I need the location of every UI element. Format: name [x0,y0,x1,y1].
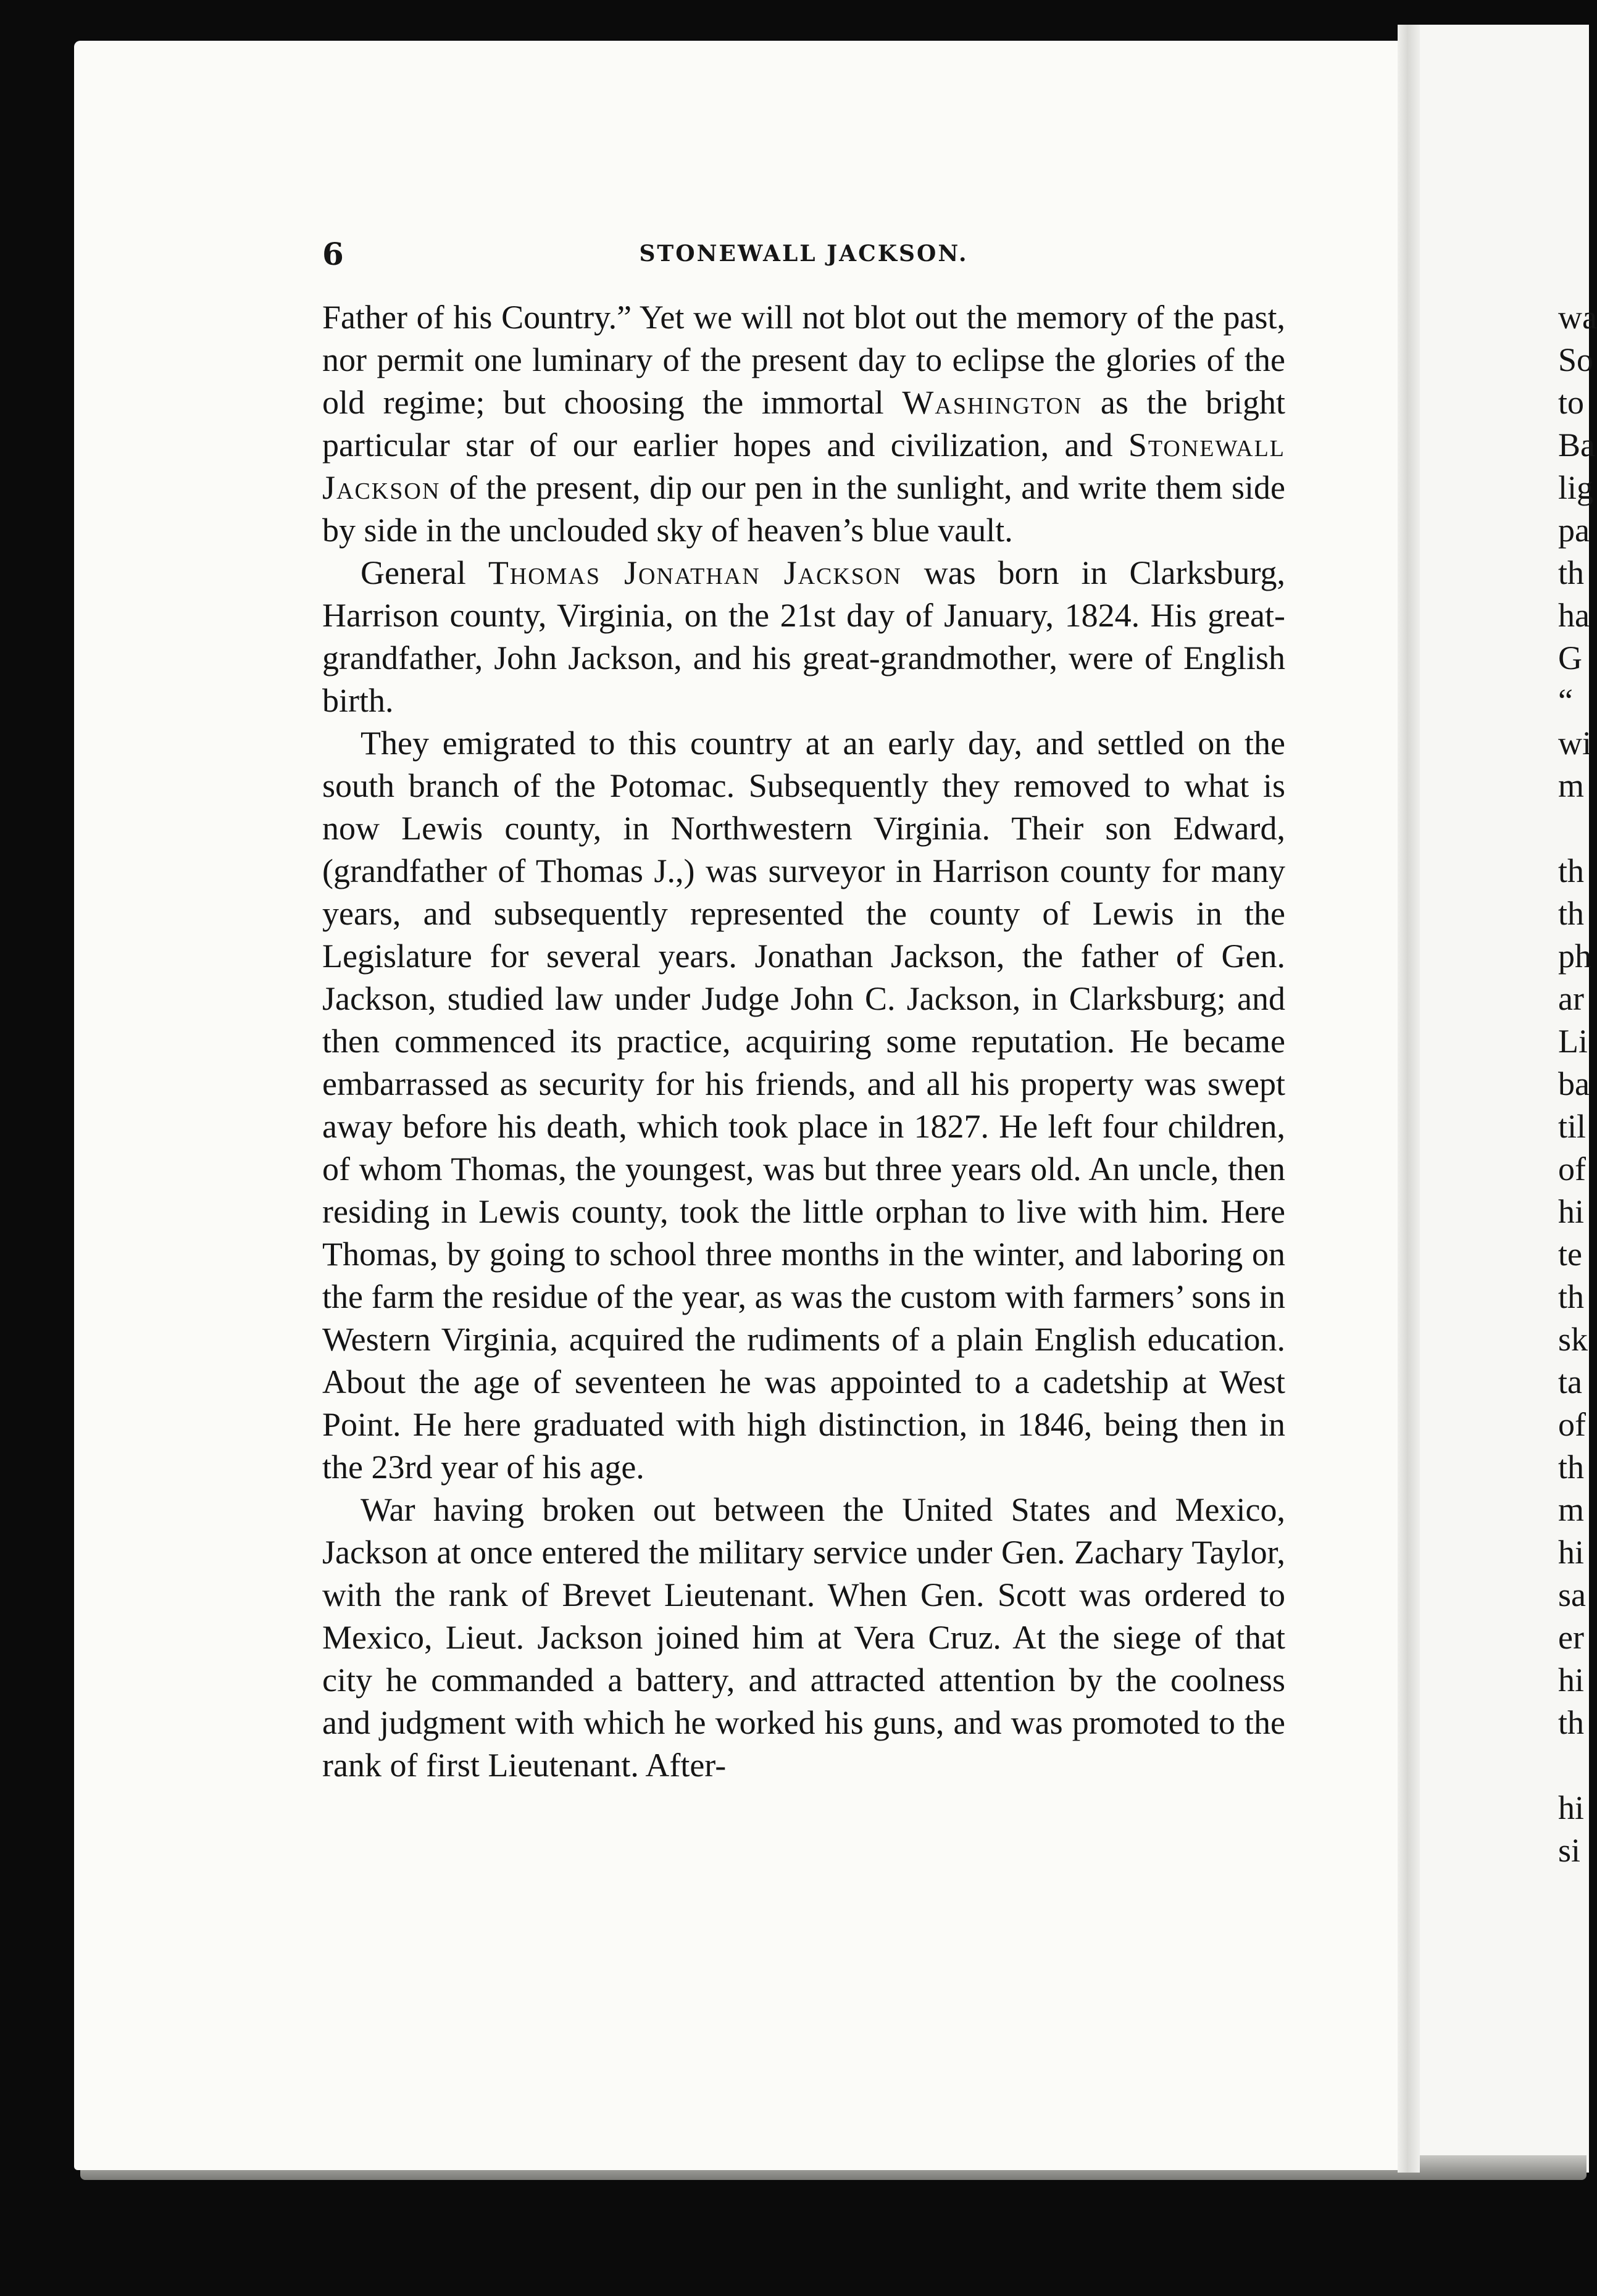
fragment-line: pa [1558,512,1590,549]
fragment-line: si [1558,1832,1581,1869]
running-title: STONEWALL JACKSON. [639,241,969,267]
fragment-gap [1558,1744,1595,1787]
fragment-line: sk [1558,1321,1588,1358]
fragment-line: m [1558,767,1585,804]
fragment-line: wa [1558,299,1597,336]
fragment-line: hi [1558,1193,1585,1230]
paragraph-3: They emigrated to this country at an early day, and settled on the south branch of the Potomac. Subsequently they removed to what is now Lewis county, in Northwestern Virginia. Their son Edward, (grandfather of Thomas J.,) was surveyor in Harrison county for many years, and subsequently represented the county of Lewis in the Legislature for several years. Jonathan Jackson, the father of Gen. Jackson, studied law under Judge John C. Jackson, in Clarksburg; and then commenced its practice, acquiring some reputation. He became embarrassed as security for his friends, and all his property was swept away before his death, which took place in 1827. He left four children, of whom Thomas, the youngest, was but three years old. An uncle, then residing in Lewis county, took the little orphan to live with him. Here Thomas, by going to school three months in the winter, and laboring on the farm the residue of the year, as was the custom with farmers’ sons in Western Virginia, acquired the rudiments of a plain English education. About the age of seventeen he was appointed to a cadetship at West Point. He here graduated with high distinction, in 1846, being then in the 23rd year of his age. [322,725,1285,1486]
fragment-line: hi [1558,1789,1585,1826]
small-caps-name: Thomas Jonathan Jackson [488,554,902,591]
paragraph-1-text-a: Father of his Country.” Yet we will not blot out the memory of the past, nor permit one luminary of the present day to eclipse the glories of the old regime; but choosing the immortal [322,299,1285,421]
paragraph-1-text-c: of the present, dip our pen in the sunlight, and write them side by side in the unclouded sky of heaven’s blue vault. [322,469,1285,549]
fragment-line: m [1558,1491,1585,1528]
paragraph-2 [322,552,1285,722]
small-caps-name: Washington [902,384,1083,421]
small-caps-name: Stonewall Jackson [322,426,1285,506]
fragment-line: “ [1558,682,1573,719]
fragment-line: th [1558,852,1585,889]
book-gutter [1398,25,1420,2173]
paragraph-1-text-b: as the bright particular star of our earlier hopes and civilization, and [322,384,1285,464]
fragment-line: th [1558,1449,1585,1486]
paragraph-2-text-b: was born in Clarksburg, Harrison county, Virginia, on the 21st day of January, 1824. His great-grandfather, John Jackson, and his great-grandmother, were of English birth. [322,554,1285,719]
fragment-line: Ba [1558,426,1595,464]
paragraph-2-text-a: General [361,554,488,591]
running-header [322,236,1285,273]
fragment-line: wi [1558,725,1591,762]
paragraph-1 [322,296,1285,552]
fragment-line: te [1558,1236,1582,1273]
fragment-line: of [1558,1150,1586,1188]
fragment-line: to [1558,384,1585,421]
fragment-group-3 [1558,1787,1595,1872]
fragment-line: th [1558,1278,1585,1315]
fragment-line: lig [1558,469,1594,506]
fragment-line: til [1558,1108,1587,1145]
fragment-line: G [1558,639,1582,676]
fragment-line: hi [1558,1662,1585,1699]
fragment-line: ha [1558,597,1590,634]
fragment-line: th [1558,895,1585,932]
fragment-line: Li [1558,1023,1588,1060]
fragment-group-2 [1558,850,1595,1744]
fragment-line: ar [1558,980,1584,1017]
fragment-group-1 [1558,296,1595,807]
fragment-line: So [1558,341,1594,378]
body-text [322,296,1285,1787]
fragment-line: th [1558,554,1585,591]
fragment-line: ta [1558,1363,1582,1400]
fragment-gap [1558,807,1595,850]
fragment-line: ph [1558,938,1591,975]
fragment-line: ba [1558,1065,1590,1102]
fragment-line: hi [1558,1534,1585,1571]
page-number: 6 [322,236,344,272]
fragment-line: sa [1558,1576,1586,1613]
fragment-line: er [1558,1619,1584,1656]
fragment-line: of [1558,1406,1586,1443]
fragment-line: th [1558,1704,1585,1741]
paragraph-4: War having broken out between the United States and Mexico, Jackson at once entered the military service under Gen. Zachary Taylor, with the rank of Brevet Lieutenant. When Gen. Scott was ordered to Mexico, Lieut. Jackson joined him at Vera Cruz. At the siege of that city he commanded a battery, and attracted attention by the coolness and judgment with which he worked his guns, and was promoted to the rank of first Lieutenant. After- [322,1491,1285,1784]
facing-page-text-fragments [1558,296,1595,1872]
